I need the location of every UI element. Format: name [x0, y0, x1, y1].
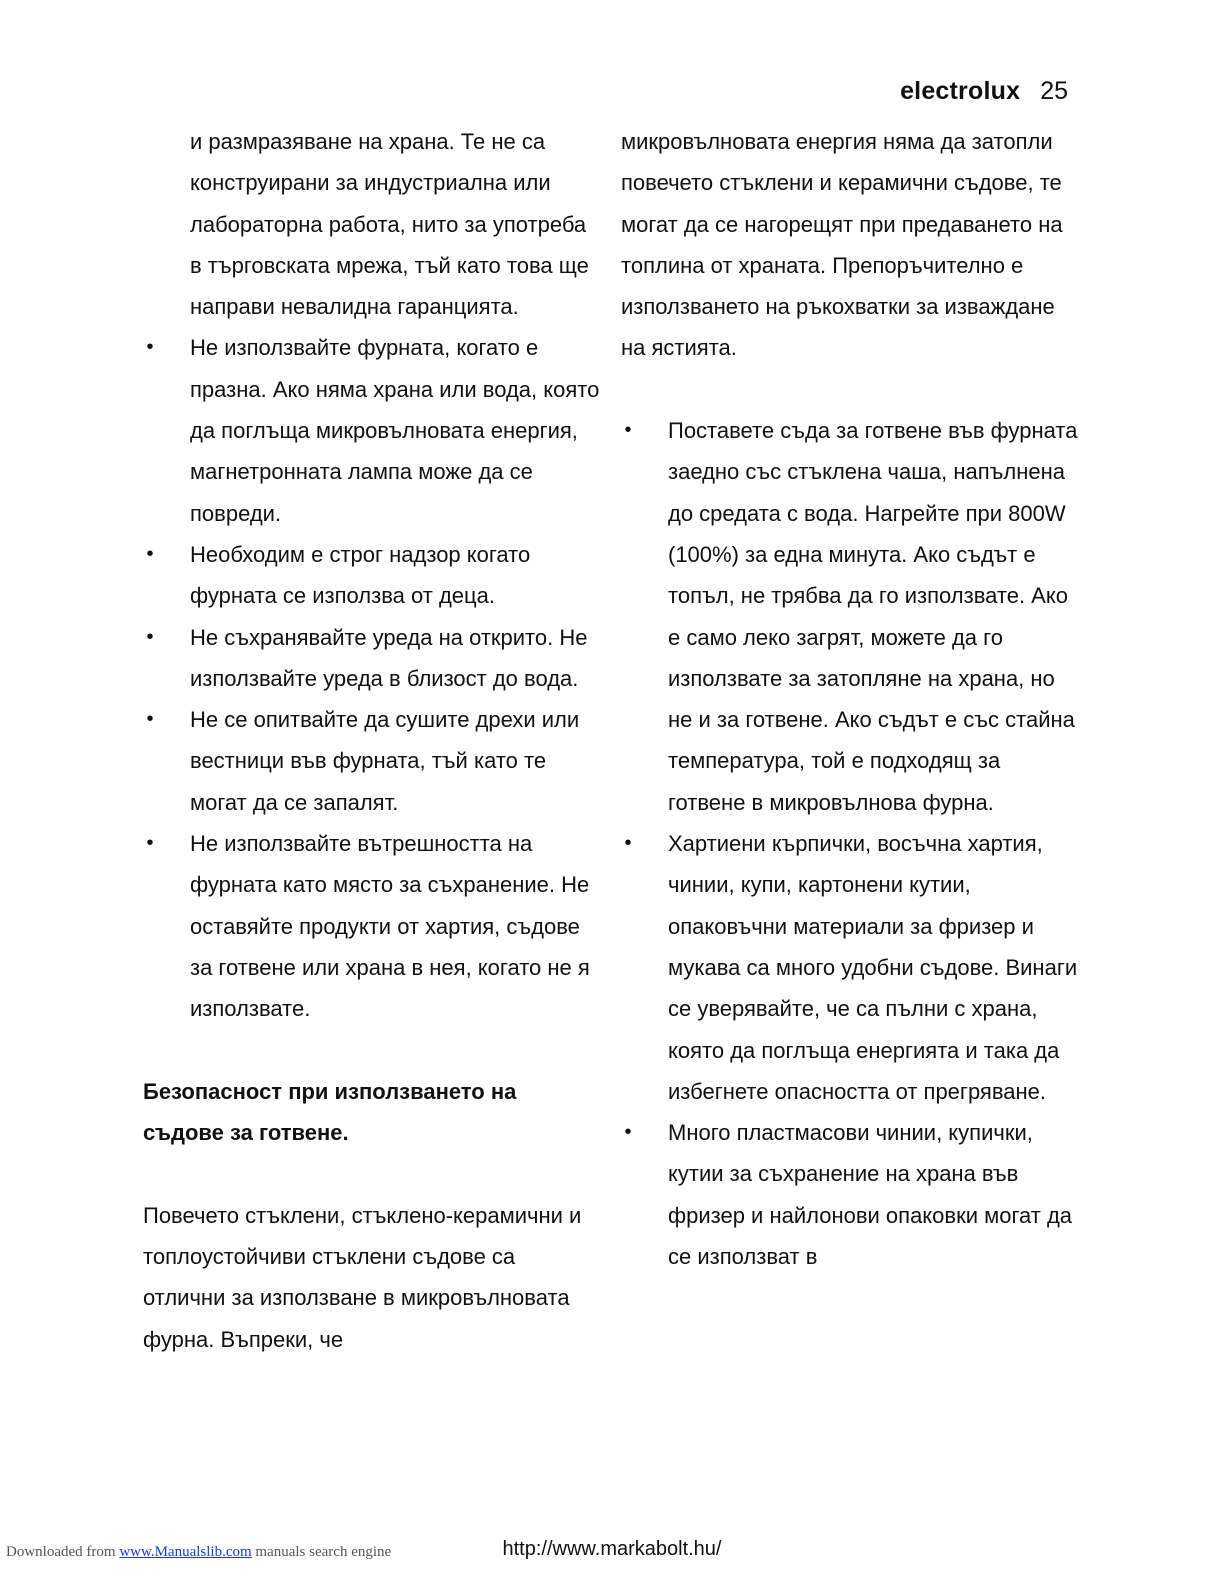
page-number: 25 [1040, 77, 1068, 105]
list-item: • Много пластмасови чинии, купички, кутии за съхранение на храна във фризер и найлонови опаковки могат да се използват в [621, 1112, 1081, 1277]
manualslib-link[interactable]: www.Manualslib.com [119, 1544, 252, 1560]
bullet-icon: • [146, 625, 154, 648]
spacer [143, 1030, 603, 1071]
list-item: • Поставете съда за готвене във фурната заедно със стъклена чаша, напълнена до средата с вода. Нагрейте при 800W (100%) за една минута. Ако съдът е топъл, не трябва да го използвате. Ако е само леко загрят, можете да го използвате за затопляне на храна, но не и за готвене. Ако съдът е със стайна температура, той е подходящ за готвене в микровълнова фурна. [621, 410, 1081, 823]
section-heading: Безопасност при използването на съдове за готвене. [143, 1078, 517, 1146]
download-footer [6, 1542, 391, 1562]
bullet-icon: • [624, 1121, 632, 1144]
list-item: • Хартиени кърпички, восъчна хартия, чинии, купи, картонени кутии, опаковъчни материали за фризер и мукава са много удобни съдове. Винаги се уверявайте, че са пълни с храна, която да поглъща енергията и така да избегнете опасността от прегряване. [621, 823, 1081, 1112]
left-continued-text: и размразяване на храна. Те не са конструирани за индустриална или лабораторна работа, нито за употреба в търговската мрежа, тъй като това ще направи невалидна гаранцията. [190, 129, 589, 320]
spacer [143, 1153, 603, 1194]
download-prefix: Downloaded from [6, 1544, 116, 1560]
bullet-icon: • [624, 419, 632, 442]
list-item: • Не се опитвайте да сушите дрехи или вестници във фурната, тъй като те могат да се запалят. [143, 699, 603, 823]
bullet-icon: • [146, 336, 154, 359]
bullet-icon: • [146, 708, 154, 731]
section-paragraph: Повечето стъклени, стъклено-керамични и топлоустойчиви стъклени съдове са отлични за използване в микровълновата фурна. Въпреки, че [143, 1202, 582, 1352]
left-column [143, 121, 603, 1360]
list-item: • Не съхранявайте уреда на открито. Не използвайте уреда в близост до вода. [143, 617, 603, 700]
brand-logo-text: electrolux [900, 77, 1021, 105]
right-column [621, 121, 1081, 1277]
right-continued-text: микровълновата енергия няма да затопли повечето стъклени и керамични съдове, те могат да се нагорещят при предаването на топлина от храната. Препоръчително е използването на ръкохватки за изваждане на ястията. [621, 129, 1063, 361]
list-item: • Не използвайте вътрешността на фурната като място за съхранение. Не оставяйте продукти от хартия, съдове за готвене или храна в нея, когато не я използвате. [143, 823, 603, 1029]
bullet-icon: • [624, 832, 632, 855]
spacer [621, 369, 1081, 410]
list-item: • Необходим е строг надзор когато фурната се използва от деца. [143, 534, 603, 617]
footer-url[interactable]: http://www.markabolt.hu/ [502, 1538, 722, 1560]
download-suffix: manuals search engine [255, 1544, 392, 1560]
page-header [900, 74, 1068, 108]
bullet-icon: • [146, 542, 154, 565]
list-item: • Не използвайте фурната, когато е празна. Ако няма храна или вода, която да поглъща микровълновата енергия, магнетронната лампа може да се повреди. [143, 327, 603, 533]
bullet-icon: • [146, 832, 154, 855]
